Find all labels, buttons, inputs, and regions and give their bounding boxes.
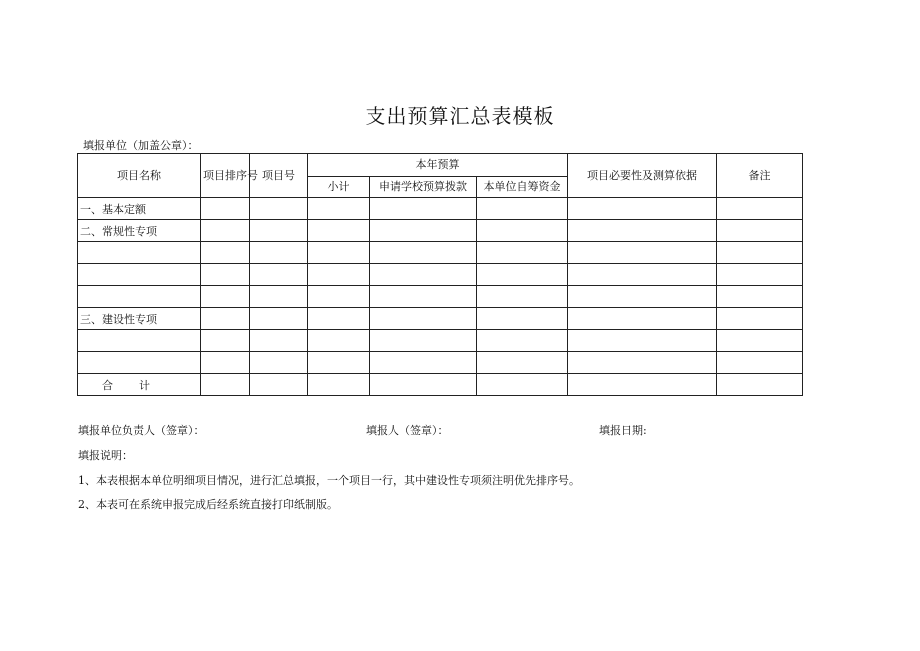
header-remarks: 备注 (717, 154, 803, 198)
table-cell[interactable] (201, 198, 250, 220)
table-cell[interactable] (370, 330, 477, 352)
row-label (78, 330, 201, 352)
table-cell[interactable] (568, 286, 717, 308)
table-cell[interactable] (250, 286, 308, 308)
table-row (78, 198, 803, 220)
table-cell[interactable] (308, 308, 370, 330)
table-cell[interactable] (477, 374, 568, 396)
table-cell[interactable] (477, 330, 568, 352)
header-school-appropriation: 申请学校预算拨款 (370, 177, 477, 198)
row-label: 一、基本定额 (78, 198, 201, 220)
table-cell[interactable] (308, 242, 370, 264)
table-cell[interactable] (250, 374, 308, 396)
table-cell[interactable] (370, 352, 477, 374)
table-cell[interactable] (370, 220, 477, 242)
table-cell[interactable] (717, 374, 803, 396)
table-row (78, 308, 803, 330)
table-cell[interactable] (477, 264, 568, 286)
table-cell[interactable] (250, 352, 308, 374)
row-label (78, 352, 201, 374)
table-cell[interactable] (477, 198, 568, 220)
table-cell[interactable] (568, 308, 717, 330)
table-row (78, 242, 803, 264)
table-cell[interactable] (568, 264, 717, 286)
table-row (78, 286, 803, 308)
table-cell[interactable] (717, 330, 803, 352)
table-cell[interactable] (201, 220, 250, 242)
table-cell[interactable] (568, 330, 717, 352)
header-sort-no: 项目排序号 (201, 154, 250, 198)
table-cell[interactable] (308, 198, 370, 220)
table-cell[interactable] (308, 264, 370, 286)
table-cell[interactable] (308, 374, 370, 396)
table-cell[interactable] (717, 264, 803, 286)
table-cell[interactable] (370, 374, 477, 396)
table-row-total (78, 374, 803, 396)
table-cell[interactable] (370, 308, 477, 330)
row-label (78, 242, 201, 264)
table-cell[interactable] (250, 330, 308, 352)
table-cell[interactable] (477, 308, 568, 330)
table-cell[interactable] (250, 308, 308, 330)
table-cell[interactable] (717, 308, 803, 330)
note-item: 2、本表可在系统申报完成后经系统直接打印纸制版。 (78, 498, 338, 511)
table-cell[interactable] (370, 242, 477, 264)
table-row (78, 264, 803, 286)
header-row-1 (78, 154, 803, 177)
table-cell[interactable] (201, 242, 250, 264)
table-row (78, 330, 803, 352)
table-cell[interactable] (717, 198, 803, 220)
table-cell[interactable] (308, 330, 370, 352)
table-cell[interactable] (568, 198, 717, 220)
header-self-funded: 本单位自筹资金 (477, 177, 568, 198)
table-cell[interactable] (250, 264, 308, 286)
note-item: 1、本表根据本单位明细项目情况，进行汇总填报，一个项目一行，其中建设性专项须注明优先排序号。 (78, 474, 580, 487)
table-cell[interactable] (370, 264, 477, 286)
notes-title: 填报说明： (78, 449, 133, 462)
header-basis: 项目必要性及测算依据 (568, 154, 717, 198)
header-subtotal: 小计 (308, 177, 370, 198)
header-item-no: 项目号 (250, 154, 308, 198)
table-cell[interactable] (250, 198, 308, 220)
unit-label: 填报单位（加盖公章）： (83, 139, 199, 152)
budget-table (77, 153, 803, 396)
table-cell[interactable] (477, 242, 568, 264)
unit-head-signature-label: 填报单位负责人（签章）： (78, 424, 205, 437)
table-cell[interactable] (568, 242, 717, 264)
table-row (78, 352, 803, 374)
row-label (78, 286, 201, 308)
table-cell[interactable] (477, 352, 568, 374)
total-label: 合计 (78, 374, 201, 396)
header-annual-budget: 本年预算 (308, 154, 568, 177)
table-cell[interactable] (250, 242, 308, 264)
table-cell[interactable] (201, 308, 250, 330)
table-cell[interactable] (477, 220, 568, 242)
table-cell[interactable] (308, 352, 370, 374)
table-cell[interactable] (250, 220, 308, 242)
table-cell[interactable] (308, 220, 370, 242)
table-cell[interactable] (568, 352, 717, 374)
row-label (78, 264, 201, 286)
table-cell[interactable] (568, 374, 717, 396)
table-cell[interactable] (477, 286, 568, 308)
table-cell[interactable] (201, 264, 250, 286)
table-row (78, 220, 803, 242)
table-cell[interactable] (717, 352, 803, 374)
table-cell[interactable] (370, 198, 477, 220)
table-cell[interactable] (201, 286, 250, 308)
table-cell[interactable] (308, 286, 370, 308)
table-cell[interactable] (717, 286, 803, 308)
table-cell[interactable] (717, 220, 803, 242)
header-item-name: 项目名称 (78, 154, 201, 198)
table-cell[interactable] (370, 286, 477, 308)
page-title: 支出预算汇总表模板 (365, 104, 555, 128)
table-cell[interactable] (201, 330, 250, 352)
row-label: 三、建设性专项 (78, 308, 201, 330)
table-cell[interactable] (568, 220, 717, 242)
table-cell[interactable] (201, 352, 250, 374)
row-label: 二、常规性专项 (78, 220, 201, 242)
table-cell[interactable] (717, 242, 803, 264)
filler-signature-label: 填报人（签章）： (366, 424, 449, 437)
table-cell[interactable] (201, 374, 250, 396)
fill-date-label: 填报日期: (599, 424, 647, 437)
